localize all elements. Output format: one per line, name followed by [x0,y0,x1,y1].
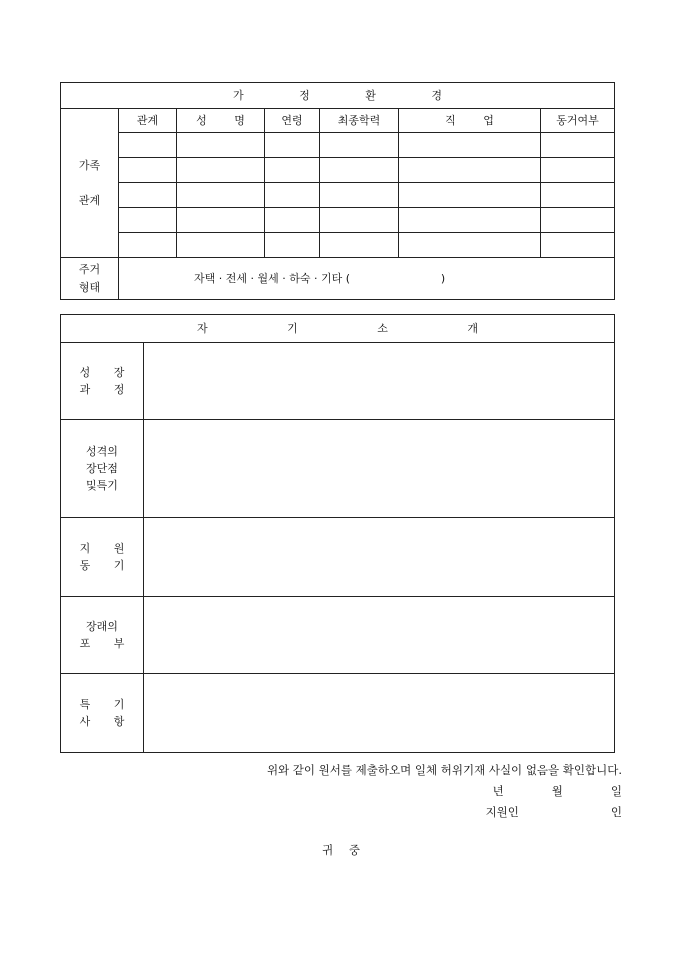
family-row [61,208,615,233]
self-introduction-table [60,314,615,753]
intro-label-line: 및특기 [86,479,118,493]
family-cell-cohabiting[interactable] [541,133,615,158]
family-cell-age[interactable] [265,158,320,183]
family-cell-cohabiting[interactable] [541,183,615,208]
family-cell-cohabiting[interactable] [541,158,615,183]
intro-content-personality[interactable] [144,420,615,518]
family-cell-education[interactable] [320,133,399,158]
family-cell-age[interactable] [265,208,320,233]
family-cell-occupation[interactable] [399,133,541,158]
family-cell-education[interactable] [320,158,399,183]
family-row [61,158,615,183]
date-month: 월 [551,784,563,798]
family-cell-name[interactable] [177,183,265,208]
family-environment-table [60,82,615,300]
date-line [60,781,622,802]
family-cell-occupation[interactable] [399,208,541,233]
intro-label-line: 사 항 [79,715,135,728]
family-cell-age[interactable] [265,133,320,158]
intro-label-line: 포 부 [79,637,135,650]
col-header-relation: 관계 [119,109,177,133]
family-cell-relation[interactable] [119,133,177,158]
family-cell-cohabiting[interactable] [541,208,615,233]
family-cell-education[interactable] [320,183,399,208]
family-cell-occupation[interactable] [399,233,541,258]
intro-label-line: 성격의 [86,444,118,458]
housing-label-top: 주거 [78,263,101,277]
seal-mark: 인 [610,805,622,819]
declaration-statement: 위와 같이 원서를 제출하오며 일체 허위기재 사실이 없음을 확인합니다. [266,763,622,777]
family-cell-relation[interactable] [119,208,177,233]
closing-addressee: 귀 중 [322,843,366,857]
family-cell-relation[interactable] [119,233,177,258]
intro-label-growth [61,343,144,420]
intro-label-motivation [61,518,144,597]
intro-label-aspiration [61,597,144,674]
housing-label-bottom: 형태 [78,280,101,294]
intro-label-line: 성 장 [79,365,135,379]
family-row [61,233,615,258]
intro-label-personality [61,420,144,518]
intro-section-title: 자 기 소 개 [61,315,615,343]
intro-label-line: 장래의 [86,619,118,633]
family-label-top: 가족 [78,158,101,172]
intro-label-line: 지 원 [79,541,135,555]
family-cell-age[interactable] [265,233,320,258]
family-relation-label [61,109,119,258]
intro-label-line: 동 기 [79,559,135,572]
date-year: 년 [492,784,504,798]
intro-content-motivation[interactable] [144,518,615,597]
declaration-block [60,760,622,823]
family-row [61,133,615,158]
intro-content-remarks[interactable] [144,674,615,753]
intro-label-line: 장단점 [86,461,118,475]
intro-content-growth[interactable] [144,343,615,420]
col-header-occupation: 직 업 [399,109,541,133]
family-label-bottom: 관계 [78,194,101,207]
housing-type-label [61,258,119,300]
family-cell-name[interactable] [177,133,265,158]
col-header-cohabiting: 동거여부 [541,109,615,133]
intro-content-aspiration[interactable] [144,597,615,674]
family-cell-relation[interactable] [119,183,177,208]
housing-type-options[interactable]: 자택 · 전세 · 월세 · 하숙 · 기타 ( ) [119,258,615,300]
family-cell-education[interactable] [320,208,399,233]
family-section-title: 가 정 환 경 [61,83,615,109]
family-cell-cohabiting[interactable] [541,233,615,258]
family-cell-name[interactable] [177,208,265,233]
applicant-label: 지원인 [485,805,519,819]
col-header-name: 성 명 [177,109,265,133]
family-cell-occupation[interactable] [399,183,541,208]
family-cell-age[interactable] [265,183,320,208]
col-header-age: 연령 [265,109,320,133]
family-cell-name[interactable] [177,233,265,258]
date-day: 일 [610,784,622,798]
family-cell-relation[interactable] [119,158,177,183]
family-row [61,183,615,208]
family-cell-name[interactable] [177,158,265,183]
col-header-education: 최종학력 [320,109,399,133]
intro-label-line: 특 기 [79,697,135,711]
signature-line [60,802,622,823]
intro-label-line: 과 정 [79,383,135,396]
family-cell-education[interactable] [320,233,399,258]
family-cell-occupation[interactable] [399,158,541,183]
intro-label-remarks [61,674,144,753]
